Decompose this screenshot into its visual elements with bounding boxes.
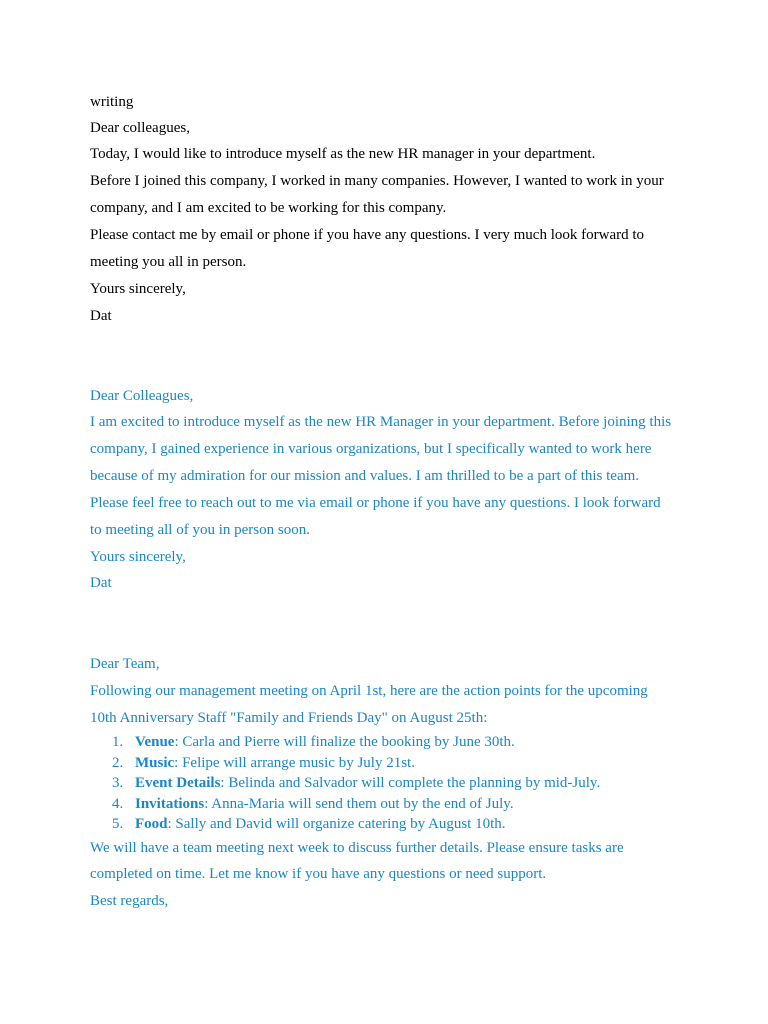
header-label: writing (90, 94, 134, 110)
action-item-venue (90, 732, 680, 753)
revised-paragraph-1-line-3: because of my admiration for our mission and values. I am thrilled to be a part of this team. (90, 468, 640, 484)
memo-intro-line-2: 10th Anniversary Staff "Family and Friends Day" on August 25th: (90, 710, 488, 726)
memo-outro-line-1: We will have a team meeting next week to discuss further details. Please ensure tasks are (90, 839, 624, 856)
memo-outro-line-2: completed on time. Let me know if you have any questions or need support. (90, 865, 547, 882)
revised-paragraph-1-line-1: I am excited to introduce myself as the new HR Manager in your department. Before joining this (90, 414, 672, 430)
action-number: 2. (112, 754, 124, 771)
revised-letter (90, 383, 680, 597)
action-item-music (90, 753, 680, 774)
team-memo (90, 651, 680, 915)
revised-paragraph-2-line-1: Please feel free to reach out to me via email or phone if you have any questions. I look forward (90, 495, 661, 511)
action-label: Invitations (135, 795, 205, 812)
revised-closing: Yours sincerely, (90, 549, 186, 565)
action-text: : Belinda and Salvador will complete the planning by mid-July. (220, 775, 601, 791)
revised-paragraph-1-line-2: company, I gained experience in various organizations, but I specifically wanted to work here (90, 441, 652, 457)
draft-letter (90, 89, 680, 330)
action-text: : Anna-Maria will send them out by the end of July. (204, 795, 514, 812)
draft-greeting: Dear colleagues, (90, 120, 190, 136)
action-label: Food (135, 816, 168, 832)
memo-intro-line-1: Following our management meeting on April 1st, here are the action points for the upcoming (90, 683, 648, 699)
action-points-list (90, 732, 680, 835)
action-text: : Sally and David will organize catering by August 10th. (167, 816, 506, 832)
draft-paragraph-2-line-1: Before I joined this company, I worked in many companies. However, I wanted to work in your (90, 173, 664, 189)
draft-closing: Yours sincerely, (90, 281, 186, 297)
action-number: 5. (112, 816, 124, 832)
action-text: : Carla and Pierre will finalize the booking by June 30th. (174, 734, 515, 750)
draft-paragraph-3-line-1: Please contact me by email or phone if you have any questions. I very much look forward to (90, 227, 645, 243)
action-item-invitations (90, 794, 680, 815)
revised-paragraph-2-line-2: to meeting all of you in person soon. (90, 522, 310, 538)
draft-paragraph-3-line-2: meeting you all in person. (90, 254, 247, 270)
action-label: Event Details (135, 775, 221, 791)
draft-paragraph-2-line-2: company, and I am excited to be working for this company. (90, 200, 447, 216)
revised-signature: Dat (90, 575, 112, 591)
action-label: Music (135, 754, 175, 771)
action-number: 4. (112, 795, 124, 812)
action-number: 1. (112, 734, 124, 750)
action-text: : Felipe will arrange music by July 21st. (174, 754, 415, 771)
action-item-event-details (90, 773, 680, 794)
draft-paragraph-1: Today, I would like to introduce myself as the new HR manager in your department. (90, 146, 596, 162)
action-item-food (90, 814, 680, 835)
revised-greeting: Dear Colleagues, (90, 388, 194, 404)
action-label: Venue (135, 734, 175, 750)
memo-greeting: Dear Team, (90, 656, 160, 672)
draft-signature: Dat (90, 308, 112, 324)
memo-closing: Best regards, (90, 892, 169, 909)
action-number: 3. (112, 775, 124, 791)
